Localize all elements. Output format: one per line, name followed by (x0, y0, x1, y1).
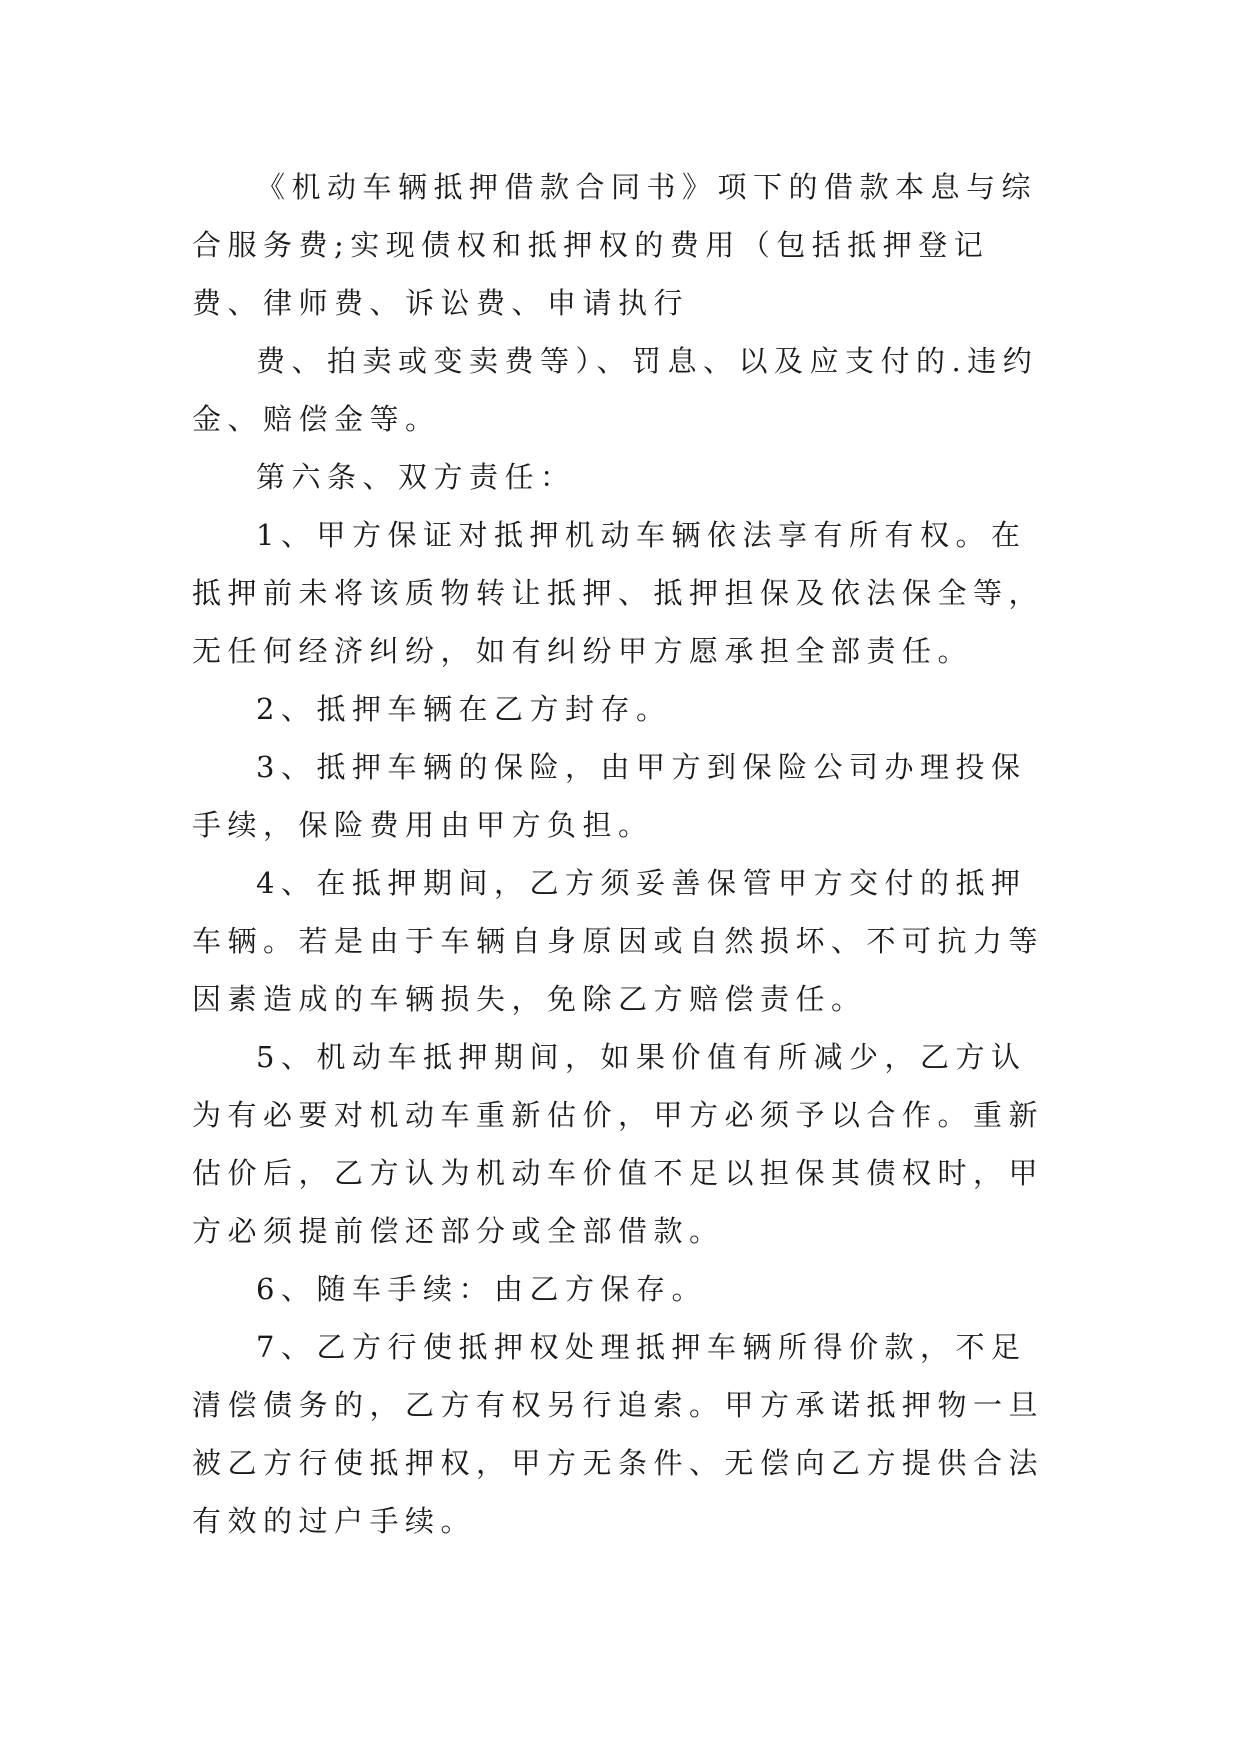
clause-4: 4、在抵押期间，乙方须妥善保管甲方交付的抵押车辆。若是由于车辆自身原因或自然损坏、不可抗力等因素造成的车辆损失，免除乙方赔偿责任。 (192, 866, 1045, 1016)
clause-2: 2、抵押车辆在乙方封存。 (256, 692, 672, 726)
document-body (192, 158, 1052, 1550)
clause-6: 6、随车手续：由乙方保存。 (256, 1272, 707, 1306)
clause-5: 5、机动车抵押期间，如果价值有所减少，乙方认为有必要对机动车重新估价，甲方必须予以合作。重新估价后，乙方认为机动车价值不足以担保其债权时，甲方必须提前偿还部分或全部借款。 (192, 1040, 1045, 1248)
clause-7: 7、乙方行使抵押权处理抵押车辆所得价款，不足清偿债务的，乙方有权另行追索。甲方承诺抵押物一旦被乙方行使抵押权，甲方无条件、无偿向乙方提供合法有效的过户手续。 (192, 1330, 1045, 1538)
clause-1: 1、甲方保证对抵押机动车辆依法享有所有权。在抵押前未将该质物转让抵押、抵押担保及依法保全等，无任何经济纠纷，如有纠纷甲方愿承担全部责任。 (192, 518, 1045, 668)
paragraph-fees-continued: 费、拍卖或变卖费等）、罚息、以及应支付的.违约金、赔偿金等。 (192, 344, 1039, 436)
article-six-heading: 第六条、双方责任： (256, 460, 576, 494)
clause-3: 3、抵押车辆的保险，由甲方到保险公司办理投保手续，保险费用由甲方负担。 (192, 750, 1027, 842)
paragraph-loan-scope: 《机动车辆抵押借款合同书》项下的借款本息与综合服务费;实现债权和抵押权的费用（包括抵押登记费、律师费、诉讼费、申请执行 (192, 170, 1038, 320)
